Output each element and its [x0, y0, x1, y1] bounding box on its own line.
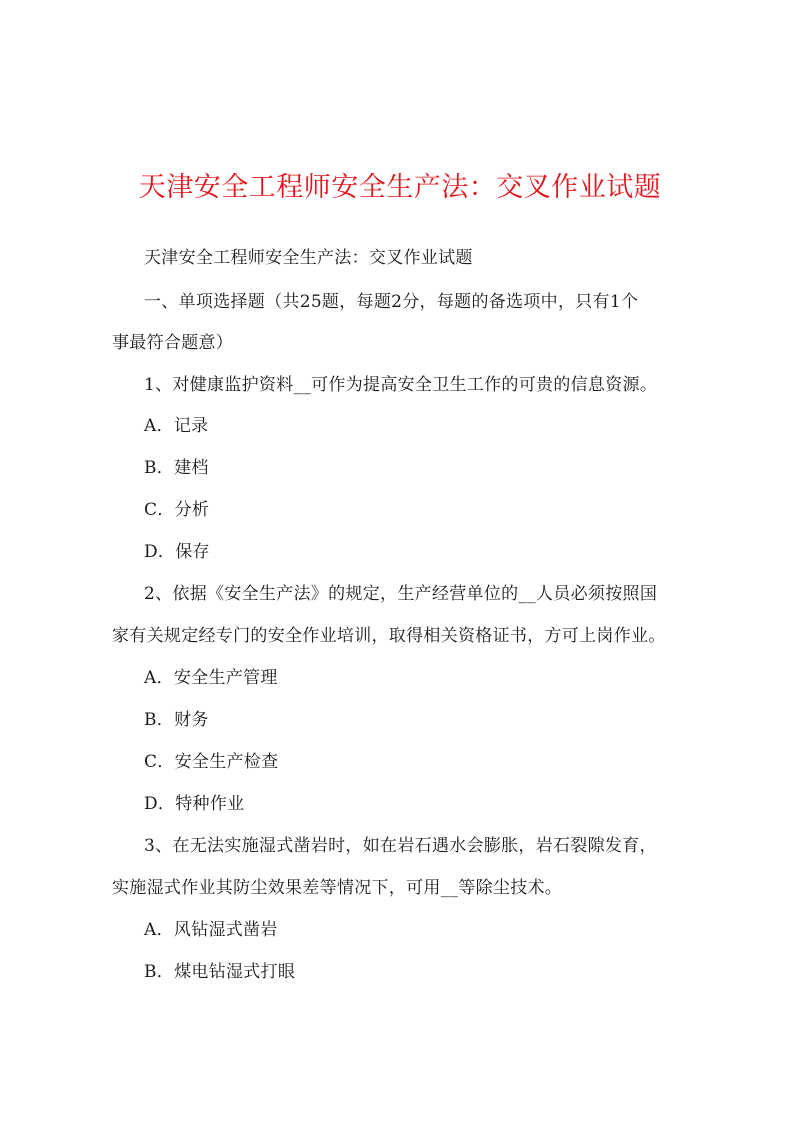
question-1-option-b: B．建档	[144, 458, 209, 478]
question-2-option-a: A．安全生产管理	[144, 668, 278, 688]
question-1-stem: 1、对健康监护资料__可作为提高安全卫生工作的可贵的信息资源。	[144, 375, 658, 395]
section-heading-line2: 事最符合题意）	[112, 333, 234, 353]
question-3-option-b: B．煤电钻湿式打眼	[144, 962, 296, 982]
question-1-option-d: D．保存	[144, 542, 210, 562]
document-title: 天津安全工程师安全生产法：交叉作业试题	[138, 172, 662, 203]
question-2-option-d: D．特种作业	[144, 794, 245, 814]
question-2-stem-line1: 2、依据《安全生产法》的规定，生产经营单位的__人员必须按照国	[144, 584, 658, 604]
question-2-option-c: C．安全生产检查	[144, 752, 279, 772]
document-subtitle: 天津安全工程师安全生产法：交叉作业试题	[144, 248, 473, 268]
question-3-stem-line2: 实施湿式作业其防尘效果差等情况下，可用__等除尘技术。	[112, 878, 563, 898]
question-1-option-c: C．分析	[144, 500, 210, 520]
question-2-option-b: B．财务	[144, 710, 209, 730]
question-1-option-a: A．记录	[144, 416, 209, 436]
question-3-option-a: A．风钻湿式凿岩	[144, 920, 278, 940]
question-3-stem-line1: 3、在无法实施湿式凿岩时，如在岩石遇水会膨胀，岩石裂隙发育，	[144, 836, 657, 856]
question-2-stem-line2: 家有关规定经专门的安全作业培训，取得相关资格证书，方可上岗作业。	[112, 626, 666, 646]
section-heading-line1: 一、单项选择题（共25题，每题2分，每题的备选项中，只有1个	[144, 292, 639, 312]
